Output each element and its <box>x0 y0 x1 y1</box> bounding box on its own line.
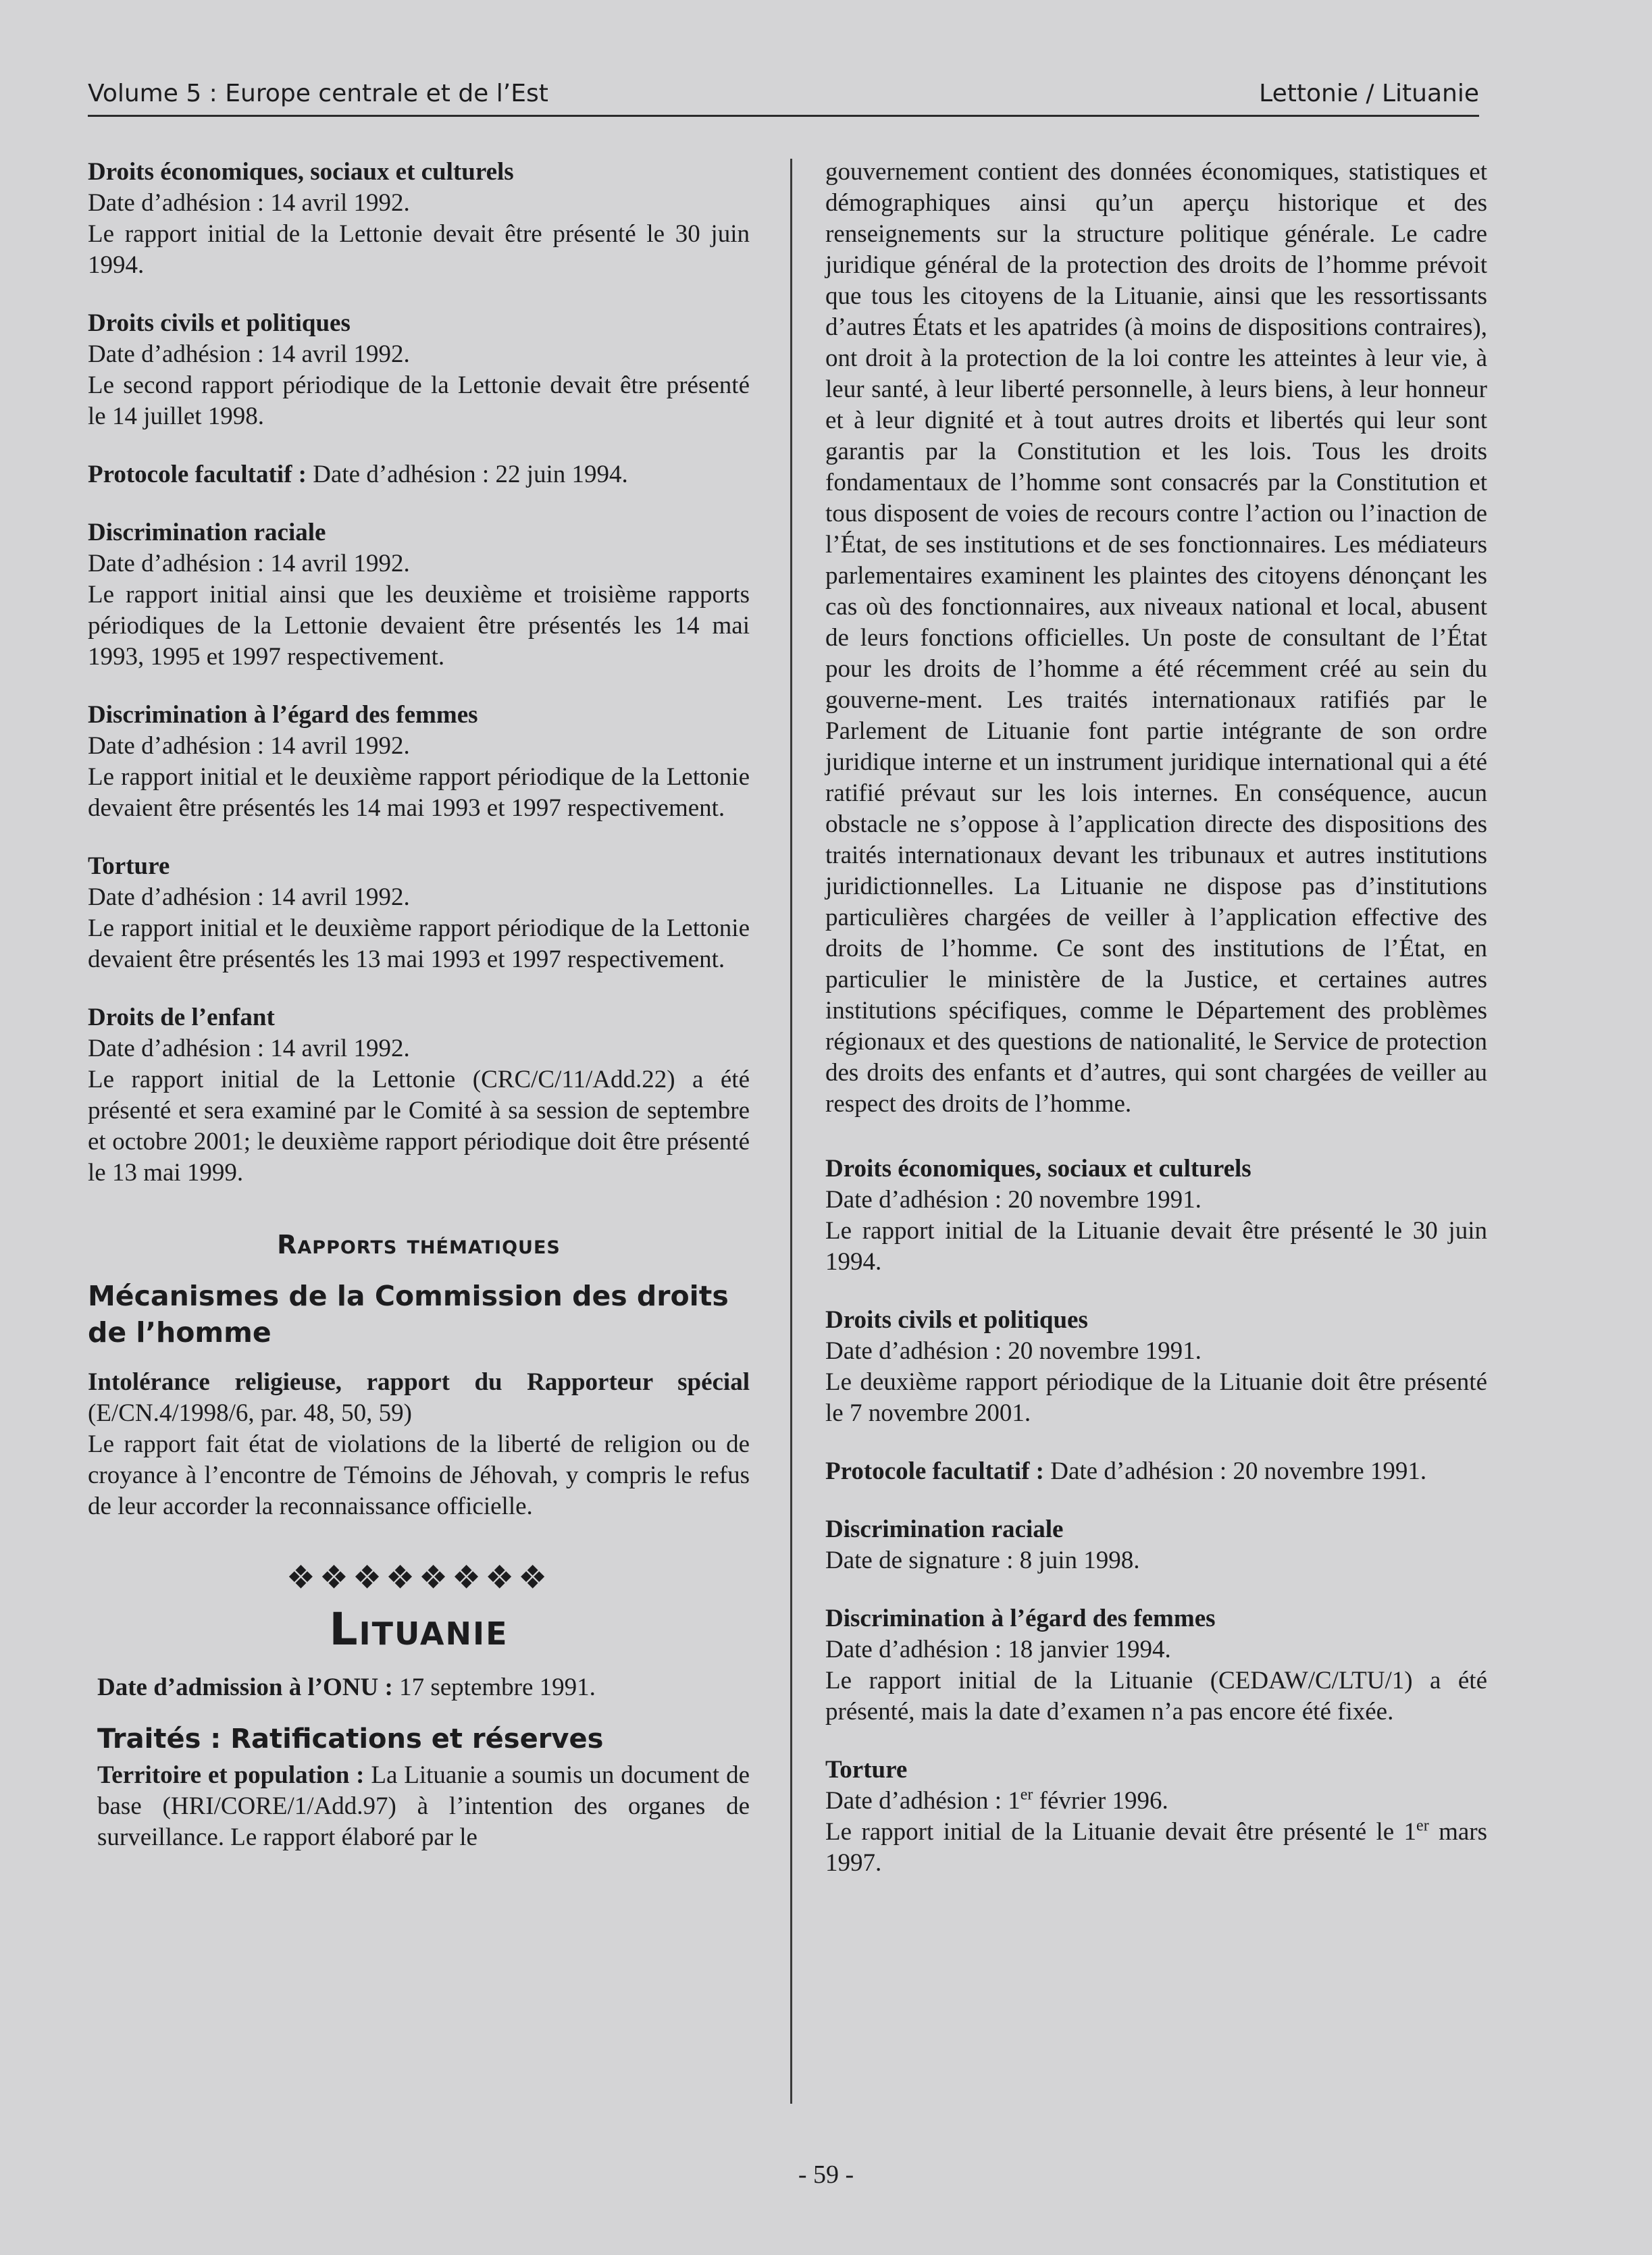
section-line: Date d’adhésion : 14 avril 1992. <box>88 340 410 368</box>
section-title: Torture <box>825 1756 908 1784</box>
section-lithuania-cedaw <box>825 1603 1487 1728</box>
section-lithuania-escr <box>825 1154 1487 1278</box>
section-title: Droits de l’enfant <box>88 1004 275 1031</box>
section-line: Date d’adhésion : 18 janvier 1994. <box>825 1636 1171 1663</box>
page-number: - 59 - <box>798 2160 854 2189</box>
section-line: Date de signature : 8 juin 1998. <box>825 1547 1140 1574</box>
report-heading <box>88 1367 750 1429</box>
section-line: Date d’adhésion : 14 avril 1992. <box>88 1035 410 1062</box>
text-segment: Le rapport initial de la Lituanie devait être présenté le 1 <box>825 1818 1417 1846</box>
section-line <box>825 1456 1487 1487</box>
section-lithuania-cerd <box>825 1514 1487 1576</box>
section-line: Le rapport initial et le deuxième rapport périodique de la Lettonie devaient être présentés les 14 mai 1993 et 1997 respectivement. <box>88 763 750 822</box>
section-title: Discrimination raciale <box>88 519 326 546</box>
report-text: Le rapport fait état de violations de la liberté de religion ou de croyance à l’encontre de Témoins de Jéhovah, y compris le refus de leur accorder la reconnaissance officielle. <box>88 1430 750 1520</box>
superscript: er <box>1020 1786 1033 1804</box>
column-divider <box>790 159 792 2104</box>
section-lithuania-protocol <box>825 1456 1487 1487</box>
section-lithuania-torture <box>825 1755 1487 1879</box>
section-latvia-crc <box>88 1002 750 1189</box>
section-line: Le rapport initial de la Lettonie (CRC/C/11/Add.22) a été présenté et sera examiné par le Comité à sa session de septembre et octobre 2001; le deuxième rapport périodique doit être présenté le 13 mai 1999. <box>88 1066 750 1187</box>
section-line <box>825 1817 1487 1879</box>
territory-population <box>97 1760 750 1853</box>
report-reference: (E/CN.4/1998/6, par. 48, 50, 59) <box>88 1399 412 1427</box>
treaties-heading: Traités : Ratifications et réserves <box>97 1723 604 1755</box>
running-header <box>88 76 1479 117</box>
section-line: Le rapport initial de la Lituanie (CEDAW/C/LTU/1) a été présenté, mais la date d’examen n’a pas encore été fixée. <box>825 1667 1487 1726</box>
admission-date: 17 septembre 1991. <box>392 1674 596 1701</box>
ornament-divider: ❖❖❖❖❖❖❖❖ <box>286 1560 552 1596</box>
section-title: Discrimination à l’égard des femmes <box>88 701 478 729</box>
section-line: Le second rapport périodique de la Lettonie devait être présenté le 14 juillet 1998. <box>88 371 750 430</box>
country-title: Lituanie <box>329 1603 509 1655</box>
right-column <box>825 157 1487 1906</box>
superscript: er <box>1416 1817 1429 1835</box>
section-inline-text: Date d’adhésion : 20 novembre 1991. <box>1043 1457 1427 1485</box>
section-line: Date d’adhésion : 14 avril 1992. <box>88 883 410 911</box>
section-line: Date d’adhésion : 14 avril 1992. <box>88 189 410 217</box>
header-volume-title: Volume 5 : Europe centrale et de l’Est <box>88 80 548 107</box>
admission-label: Date d’admission à l’ONU : <box>97 1674 393 1701</box>
section-latvia-cerd <box>88 517 750 673</box>
section-line: Le rapport initial ainsi que les deuxième et troisième rapports périodiques de la Lettonie devaient être présentés les 14 mai 1993, 1995 et 1997 respectivement. <box>88 581 750 671</box>
header-countries: Lettonie / Lituanie <box>1259 80 1479 107</box>
thematic-reports-heading: Rapports thématiques <box>277 1230 561 1260</box>
section-latvia-torture <box>88 851 750 975</box>
un-admission <box>97 1672 750 1703</box>
section-line: Le rapport initial de la Lituanie devait être présenté le 30 juin 1994. <box>825 1217 1487 1276</box>
section-title: Droits économiques, sociaux et culturels <box>825 1155 1251 1183</box>
section-title: Protocole facultatif : <box>88 461 307 488</box>
lithuania-core-document-text: gouvernement contient des données économiques, statistiques et démographiques ainsi qu’un aperçu historique et des renseignements sur la structure politique générale. Le cadre juridique général de la protection des droits de l’homme prévoit que tous les citoyens de la Lituanie, ainsi que les ressortissants d’autres États et les apatrides (à moins de dispositions contraires), ont droit à la protection de la loi contre les atteintes à leur vie, à leur santé, à leur liberté personnelle, à leurs biens, à leur honneur et à leur dignité et à tout autres droits et libertés qui leur sont garantis par la Constitution et les lois. Tous les droits fondamentaux de l’homme sont consacrés par la Constitution et tous disposent de voies de recours contre l’action ou l’inaction de l’État, de ses institutions et de ses fonctionnaires. Les médiateurs parlementaires examinent les plaintes des citoyens dénonçant les cas où des fonctionnaires, aux niveaux national et local, abusent de leurs fonctions officielles. Un poste de consultant de l’État pour les droits de l’homme a été récemment créé au sein du gouverne-ment. Les traités internationaux ratifiés par le Parlement de Lituanie font partie intégrante de son ordre juridique interne et un instrument juridique international qui a été ratifié prévaut sur les lois internes. En conséquence, aucun obstacle ne s’oppose à l’application directe des dispositions des traités internationaux devant les tribunaux et autres institutions juridictionnelles. La Lituanie ne dispose pas d’institutions particulières chargées de veiller à l’application effective des droits de l’homme. Ce sont des institutions de l’État, en particulier le ministère de la Justice, et certaines autres institutions spécifiques, comme le Département des problèmes régionaux et des questions de nationalité, le Service de protection des droits des enfants et d’autres, qui sont chargées de veiller au respect des droits de l’homme. <box>825 158 1487 1118</box>
section-line: Date d’adhésion : 20 novembre 1991. <box>825 1337 1202 1365</box>
section-title: Protocole facultatif : <box>825 1457 1044 1485</box>
text-segment: février 1996. <box>1033 1787 1168 1815</box>
religious-intolerance-report <box>88 1367 750 1522</box>
section-line <box>88 459 750 490</box>
section-inline-text: Date d’adhésion : 22 juin 1994. <box>306 461 628 488</box>
mechanisms-heading: Mécanismes de la Commission des droits de l’homme <box>88 1280 729 1349</box>
section-line <box>825 1786 1487 1817</box>
section-lithuania-ccpr <box>825 1305 1487 1429</box>
section-line: Date d’adhésion : 14 avril 1992. <box>88 732 410 760</box>
section-title: Droits économiques, sociaux et culturels <box>88 158 514 186</box>
section-title: Discrimination raciale <box>825 1515 1064 1543</box>
report-title: Intolérance religieuse, rapport du Rapporteur spécial <box>88 1368 750 1396</box>
section-line: Date d’adhésion : 14 avril 1992. <box>88 550 410 577</box>
section-title: Droits civils et politiques <box>88 309 351 337</box>
section-latvia-cedaw <box>88 700 750 824</box>
text-segment: Date d’adhésion : 1 <box>825 1787 1021 1815</box>
text-segment: mars 1997. <box>825 1818 1487 1877</box>
section-title: Discrimination à l’égard des femmes <box>825 1605 1216 1632</box>
section-line: Le deuxième rapport périodique de la Lituanie doit être présenté le 7 novembre 2001. <box>825 1368 1487 1427</box>
section-title: Droits civils et politiques <box>825 1306 1088 1334</box>
section-latvia-ccpr <box>88 308 750 432</box>
section-line: Le rapport initial et le deuxième rapport périodique de la Lettonie devaient être présentés les 13 mai 1993 et 1997 respectivement. <box>88 914 750 973</box>
section-line: Le rapport initial de la Lettonie devait être présenté le 30 juin 1994. <box>88 220 750 279</box>
section-title: Torture <box>88 852 170 880</box>
section-line: Date d’adhésion : 20 novembre 1991. <box>825 1186 1202 1214</box>
left-column <box>88 157 750 1853</box>
section-latvia-escr <box>88 157 750 281</box>
territory-label: Territoire et population : <box>97 1761 365 1789</box>
section-latvia-protocol <box>88 459 750 490</box>
territory-text: La Lituanie a soumis un document de base (HRI/CORE/1/Add.97) à l’intention des organes de surveillance. Le rapport élaboré par le <box>97 1761 750 1851</box>
